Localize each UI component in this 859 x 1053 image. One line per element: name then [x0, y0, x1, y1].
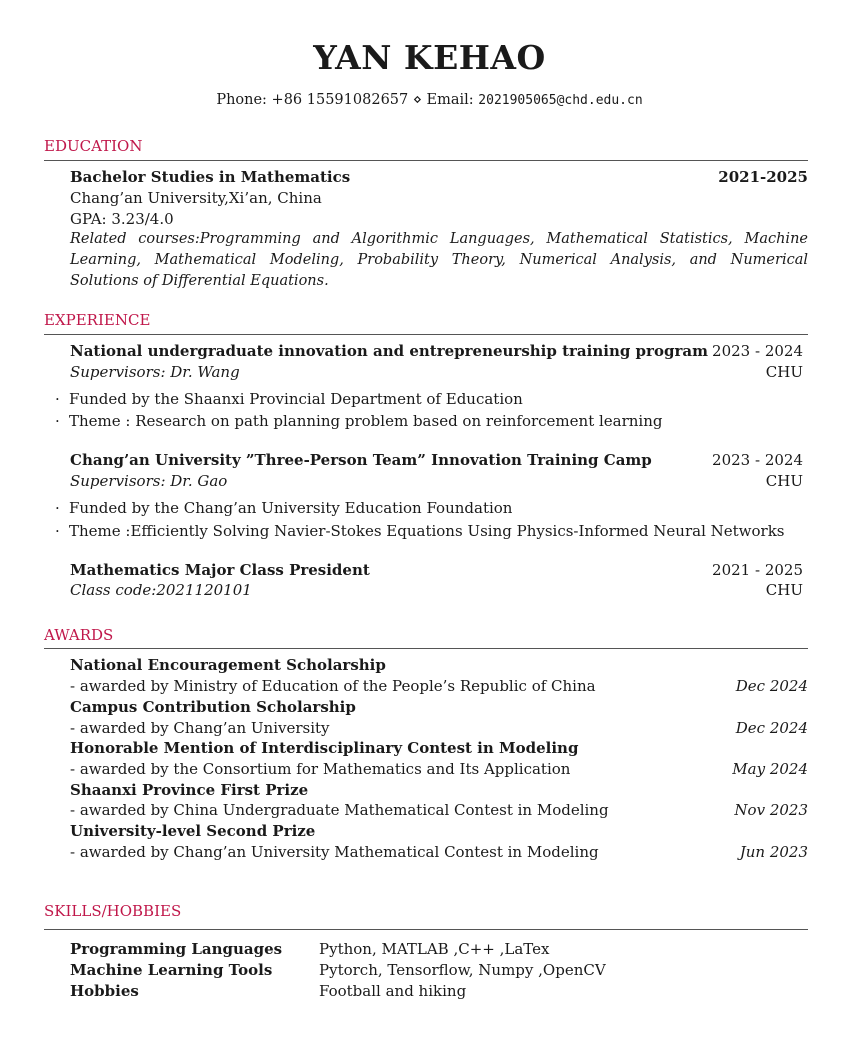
experience-org: CHU: [765, 472, 803, 490]
email-label: Email:: [426, 92, 474, 108]
experience-org: CHU: [765, 363, 803, 381]
email-link[interactable]: 2021905065@chd.edu.cn: [478, 93, 643, 108]
bullet-dot-icon: ·: [55, 522, 60, 540]
related-courses: Related courses:Programming and Algorithmic Languages, Mathematical Statistics, Machine Learning, Mathematical Modeling, Probability Theory, Numerical Analysis, and Numerical Solutions of Differential Equations.: [70, 231, 808, 289]
experience-supervisor: Class code:2021120101: [70, 581, 252, 599]
experience-supervisor: Supervisors: Dr. Wang: [70, 363, 240, 381]
experience-title: Chang’an University ”Three-Person Team” Innovation Training Camp: [70, 451, 652, 469]
section-rule-education: [44, 160, 808, 161]
experience-org: CHU: [765, 581, 803, 599]
experience-bullet: · Funded by the Shaanxi Provincial Department of Education: [55, 390, 523, 408]
award-by: - awarded by Chang’an University Mathematical Contest in Modeling: [70, 843, 599, 861]
experience-years: 2023 - 2024: [712, 342, 803, 360]
experience-supervisor: Supervisors: Dr. Gao: [70, 472, 228, 490]
award-name: University-level Second Prize: [70, 822, 316, 840]
award-name: Campus Contribution Scholarship: [70, 698, 356, 716]
section-rule-experience: [44, 334, 808, 335]
experience-bullet: · Theme : Research on path planning problem based on reinforcement learning: [55, 412, 663, 430]
section-rule-skills: [44, 929, 808, 930]
award-date: Dec 2024: [735, 719, 808, 737]
bullet-dot-icon: ·: [55, 412, 60, 430]
award-name: Honorable Mention of Interdisciplinary Contest in Modeling: [70, 739, 579, 757]
award-name: Shaanxi Province First Prize: [70, 781, 309, 799]
section-title-education: EDUCATION: [44, 137, 143, 155]
resume-name: YAN KEHAO: [313, 38, 546, 77]
experience-title: National undergraduate innovation and entrepreneurship training program: [70, 342, 708, 360]
experience-years: 2023 - 2024: [712, 451, 803, 469]
section-title-awards: AWARDS: [44, 626, 114, 644]
experience-years: 2021 - 2025: [712, 561, 803, 579]
phone: Phone: +86 15591082657: [216, 92, 409, 108]
skill-label: Machine Learning Tools: [70, 961, 273, 979]
award-date: Jun 2023: [739, 843, 808, 861]
degree: Bachelor Studies in Mathematics: [70, 168, 351, 186]
award-by: - awarded by Chang’an University: [70, 719, 330, 737]
section-title-experience: EXPERIENCE: [44, 311, 151, 329]
award-date: Dec 2024: [735, 677, 808, 695]
contact-line: [0, 92, 859, 108]
education-years: 2021-2025: [718, 168, 808, 186]
separator: ⋄: [412, 92, 422, 108]
experience-bullet: · Funded by the Chang’an University Education Foundation: [55, 499, 513, 517]
section-title-skills: SKILLS/HOBBIES: [44, 902, 182, 920]
section-rule-awards: [44, 648, 808, 649]
skill-value: Pytorch, Tensorflow, Numpy ,OpenCV: [319, 961, 606, 979]
award-name: National Encouragement Scholarship: [70, 656, 386, 674]
skill-value: Football and hiking: [319, 982, 467, 1000]
experience-title: Mathematics Major Class President: [70, 561, 370, 579]
bullet-dot-icon: ·: [55, 390, 60, 408]
award-by: - awarded by China Undergraduate Mathematical Contest in Modeling: [70, 801, 609, 819]
award-date: Nov 2023: [734, 801, 808, 819]
skill-label: Programming Languages: [70, 940, 283, 958]
skill-value: Python, MATLAB ,C++ ,LaTex: [319, 940, 550, 958]
school: Chang’an University,Xi’an, China: [70, 189, 322, 207]
award-by: - awarded by Ministry of Education of the People’s Republic of China: [70, 677, 596, 695]
gpa: GPA: 3.23/4.0: [70, 210, 174, 228]
skill-label: Hobbies: [70, 982, 139, 1000]
award-date: May 2024: [732, 760, 808, 778]
experience-bullet: · Theme :Efficiently Solving Navier-Stokes Equations Using Physics-Informed Neural Networks: [55, 522, 785, 540]
bullet-dot-icon: ·: [55, 499, 60, 517]
award-by: - awarded by the Consortium for Mathematics and Its Application: [70, 760, 571, 778]
